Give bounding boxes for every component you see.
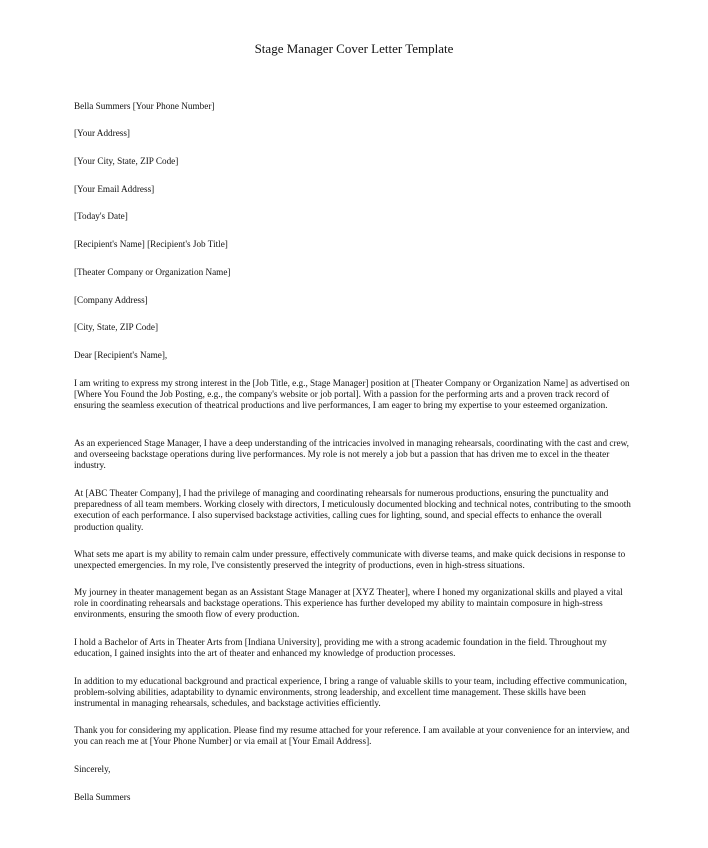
body-paragraph: Thank you for considering my application. Please find my resume attached for your reference. I am available at your convenience for an interview, and you can reach me at [Your Phone Number] or via email at [Your Email Address].: [74, 725, 630, 747]
sender-city-state-zip: [Your City, State, ZIP Code]: [74, 156, 179, 166]
sender-name-phone: Bella Summers [Your Phone Number]: [74, 101, 215, 111]
sender-address: [Your Address]: [74, 128, 130, 138]
body-paragraph: At [ABC Theater Company], I had the privilege of managing and coordinating rehearsals for numerous productions, ensuring the punctuality and preparedness of all team members. Working closely with directors, I meticulously documented blocking and technical notes, contributing to the smooth execution of each performance. I also supervised backstage activities, calling cues for lighting, sound, and special effects to enhance the overall production quality.: [74, 488, 631, 532]
body-paragraph: In addition to my educational background and practical experience, I bring a range of valuable skills to your team, including effective communication, problem-solving abilities, adaptability to dynamic environments, strong leadership, and excellent time management. These skills have been instrumental in managing rehearsals, schedules, and backstage activities efficiently.: [74, 676, 627, 709]
body-paragraph: What sets me apart is my ability to remain calm under pressure, effectively communicate with diverse teams, and make quick decisions in response to unexpected emergencies. In my role, I've consistently preserved the integrity of productions, even in high-stress situations.: [74, 549, 626, 571]
sender-email: [Your Email Address]: [74, 184, 155, 194]
body-paragraph: My journey in theater management began as an Assistant Stage Manager at [XYZ Theater], where I honed my organizational skills and played a vital role in coordinating rehearsals and backstage operations. This experience has further developed my ability to maintain composure in high-stress environments, ensuring the smooth flow of every production.: [74, 587, 623, 620]
document-title: Stage Manager Cover Letter Template: [254, 41, 454, 56]
recipient-company: [Theater Company or Organization Name]: [74, 267, 231, 277]
company-address: [Company Address]: [74, 295, 148, 305]
closing: Sincerely,: [74, 764, 111, 774]
signature-name: Bella Summers: [74, 792, 131, 802]
salutation: Dear [Recipient's Name],: [74, 350, 168, 360]
body-paragraph: As an experienced Stage Manager, I have a deep understanding of the intricacies involved in managing rehearsals, coordinating with the cast and crew, and overseeing backstage operations during live performances. My role is not merely a job but a passion that has driven me to excel in the theater industry.: [74, 438, 629, 471]
body-paragraph: I hold a Bachelor of Arts in Theater Arts from [Indiana University], providing me with a strong academic foundation in the field. Throughout my education, I gained insights into the art of theater and enhanced my knowledge of production processes.: [74, 637, 607, 659]
recipient-name-title: [Recipient's Name] [Recipient's Job Title]: [74, 239, 228, 249]
letter-date: [Today's Date]: [74, 211, 128, 221]
company-city-state-zip: [City, State, ZIP Code]: [74, 322, 159, 332]
body-paragraph: I am writing to express my strong interest in the [Job Title, e.g., Stage Manager] position at [Theater Company or Organization Name] as advertised on [Where You Found the Job Posting, e.g., the company's website or job portal]. With a passion for the performing arts and a proven track record of ensuring the seamless execution of theatrical productions and live performances, I am eager to bring my expertise to your esteemed organization.: [74, 378, 630, 411]
